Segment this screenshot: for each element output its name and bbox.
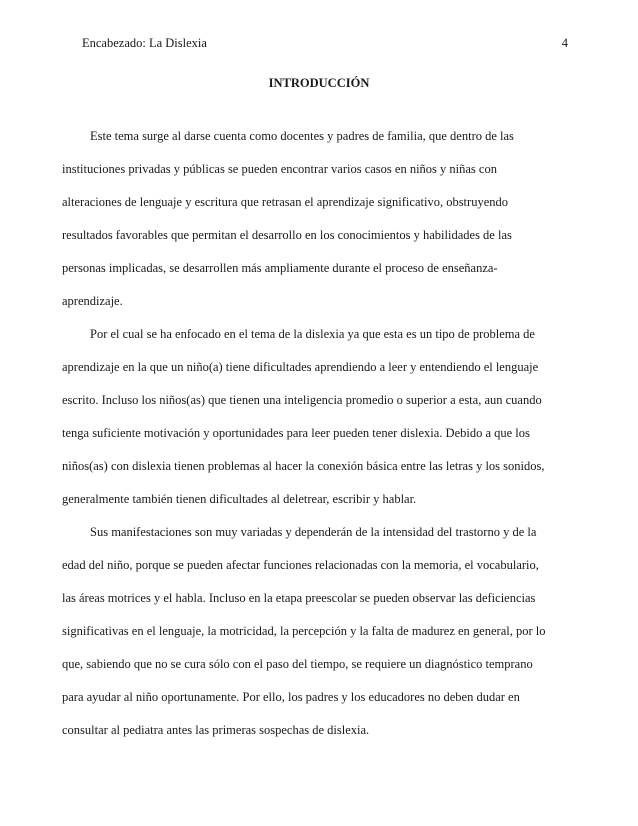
paragraph-3-line: para ayudar al niño oportunamente. Por ello, los padres y los educadores no deben dudar en: [62, 690, 520, 704]
page-number: 4: [561, 36, 568, 50]
paragraph-1-line: resultados favorables que permitan el desarrollo en los conocimientos y habilidades de las: [62, 228, 512, 242]
paragraph-2-line: escrito. Incluso los niños(as) que tienen una inteligencia promedio o superior a esta, aun cuando: [62, 393, 542, 407]
paragraph-2-line: aprendizaje en la que un niño(a) tiene dificultades aprendiendo a leer y entendiendo el lenguaje: [62, 360, 539, 374]
paragraph-3-line: que, sabiendo que no se cura sólo con el paso del tiempo, se requiere un diagnóstico temprano: [62, 657, 533, 671]
paragraph-2-line: Por el cual se ha enfocado en el tema de la dislexia ya que esta es un tipo de problema de: [90, 327, 535, 341]
paragraph-2-line: tenga suficiente motivación y oportunidades para leer pueden tener dislexia. Debido a que los: [62, 426, 530, 440]
paragraph-1-line: aprendizaje.: [62, 294, 123, 308]
paragraph-1-line: alteraciones de lenguaje y escritura que retrasan el aprendizaje significativo, obstruyendo: [62, 195, 508, 209]
paragraph-3-line: significativas en el lenguaje, la motricidad, la percepción y la falta de madurez en general, por lo: [62, 624, 546, 638]
paragraph-3-line: Sus manifestaciones son muy variadas y dependerán de la intensidad del trastorno y de la: [90, 525, 537, 539]
section-title: INTRODUCCIÓN: [268, 76, 370, 90]
paragraph-1-line: Este tema surge al darse cuenta como docentes y padres de familia, que dentro de las: [90, 129, 514, 143]
running-head: Encabezado: La Dislexia: [82, 36, 207, 50]
paragraph-3-line: edad del niño, porque se pueden afectar funciones relacionadas con la memoria, el vocabulario,: [62, 558, 539, 572]
paragraph-3-line: consultar al pediatra antes las primeras sospechas de dislexia.: [62, 723, 370, 737]
paragraph-1-line: personas implicadas, se desarrollen más ampliamente durante el proceso de enseñanza-: [62, 261, 498, 275]
body-text: [62, 126, 562, 753]
paragraph-1-line: instituciones privadas y públicas se pueden encontrar varios casos en niños y niñas con: [62, 162, 497, 176]
paragraph-2-line: generalmente también tienen dificultades al deletrear, escribir y hablar.: [62, 492, 417, 506]
paragraph-2-line: niños(as) con dislexia tienen problemas al hacer la conexión básica entre las letras y los sonidos,: [62, 459, 545, 473]
paragraph-3-line: las áreas motrices y el habla. Incluso en la etapa preescolar se pueden observar las deficiencias: [62, 591, 536, 605]
